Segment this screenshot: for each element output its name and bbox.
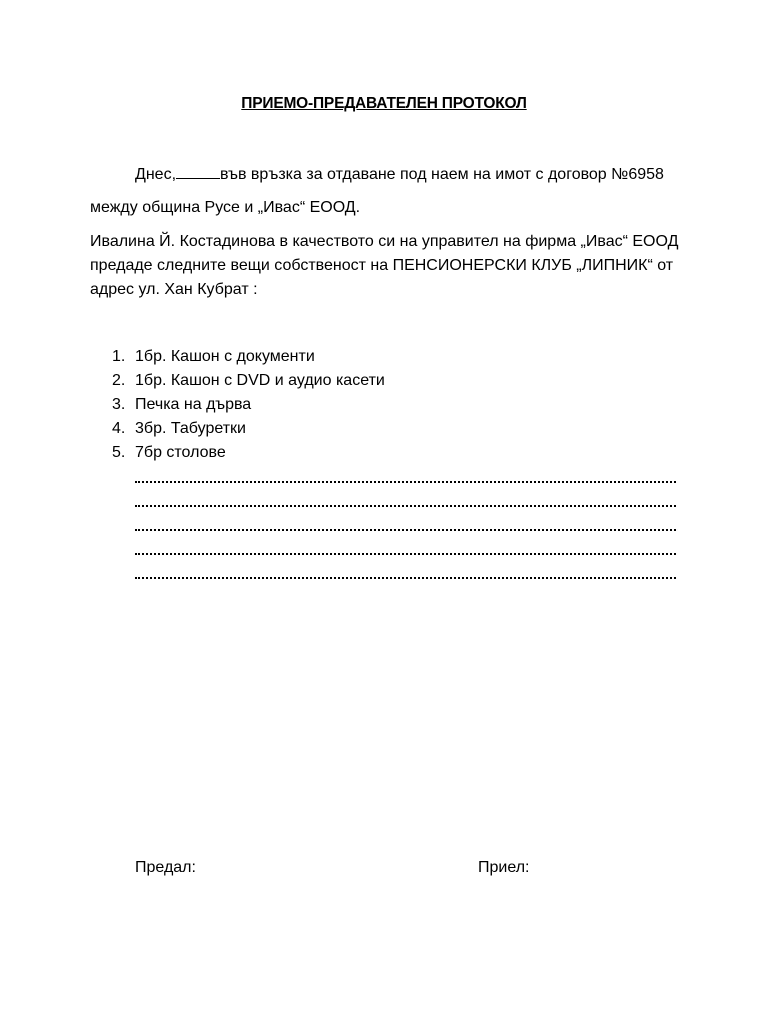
list-item [112, 420, 246, 438]
list-item-text: 3бр. Табуретки [135, 420, 246, 437]
dotted-fill-line [135, 504, 676, 507]
list-item-number: 3. [112, 396, 126, 413]
list-item-number: 1. [112, 348, 126, 365]
intro-line-2: между община Русе и „Ивас“ ЕООД. [90, 199, 361, 216]
list-item [112, 396, 251, 414]
intro-line-1 [135, 164, 664, 184]
received-by-label: Приел: [478, 859, 530, 876]
body-line-1: Ивалина Й. Костадинова в качеството си на управител на фирма „Ивас“ ЕООД [90, 233, 679, 250]
dotted-fill-line [135, 552, 676, 555]
list-item-number: 5. [112, 444, 126, 461]
date-blank [176, 164, 220, 179]
document-title: ПРИЕМО-ПРЕДАВАТЕЛЕН ПРОТОКОЛ [241, 95, 527, 112]
body-line-3: адрес ул. Хан Кубрат : [90, 281, 258, 298]
intro-contract-text: във връзка за отдаване под наем на имот с договор №6958 [220, 166, 664, 183]
dotted-fill-line [135, 528, 676, 531]
list-item [112, 372, 385, 390]
handed-by-label: Предал: [135, 859, 196, 876]
list-item-text: Печка на дърва [135, 396, 252, 413]
list-item [112, 444, 226, 462]
list-item [112, 348, 315, 366]
list-item-number: 2. [112, 372, 126, 389]
list-item-text: 1бр. Кашон с DVD и аудио касети [135, 372, 385, 389]
dotted-fill-line [135, 480, 676, 483]
list-item-number: 4. [112, 420, 126, 437]
dotted-fill-line [135, 576, 676, 579]
intro-date-label: Днес, [135, 166, 177, 183]
body-line-2: предаде следните вещи собственост на ПЕНСИОНЕРСКИ КЛУБ „ЛИПНИК“ от [90, 257, 674, 274]
list-item-text: 1бр. Кашон с документи [135, 348, 315, 365]
list-item-text: 7бр столове [135, 444, 226, 461]
